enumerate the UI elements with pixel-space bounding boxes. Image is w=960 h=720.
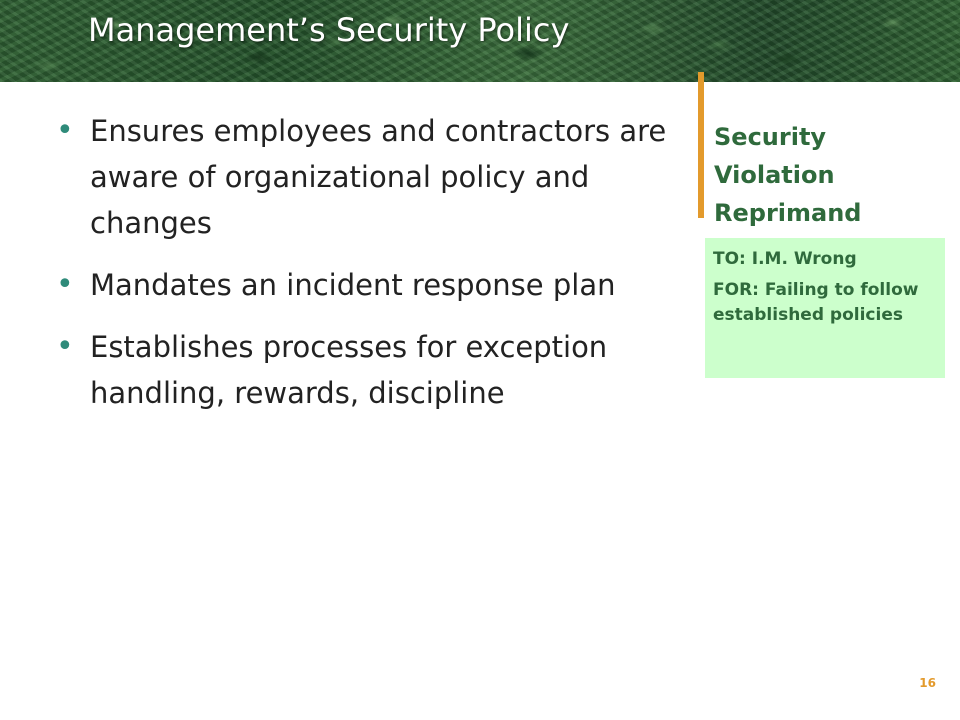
bullet-icon: • xyxy=(56,329,74,364)
callout-heading: Security Violation Reprimand xyxy=(714,123,862,227)
bullet-icon: • xyxy=(56,267,74,302)
bullet-icon: • xyxy=(56,113,74,148)
page-title: Management’s Security Policy xyxy=(88,11,570,49)
list-item xyxy=(50,262,680,308)
slide-number: 16 xyxy=(919,676,936,690)
callout-accent-rule xyxy=(698,72,704,218)
list-item xyxy=(50,108,680,246)
bullet-text: Establishes processes for exception handling, rewards, discipline xyxy=(90,330,608,410)
reprimand-to-line: TO: I.M. Wrong xyxy=(713,249,857,269)
title-banner xyxy=(0,0,960,82)
bullet-text: Mandates an incident response plan xyxy=(90,268,616,302)
bullet-list xyxy=(50,108,680,432)
reprimand-note xyxy=(705,238,945,378)
list-item xyxy=(50,324,680,416)
bullet-text: Ensures employees and contractors are aware of organizational policy and changes xyxy=(90,114,667,240)
reprimand-for-line: FOR: Failing to follow established policies xyxy=(713,280,919,325)
